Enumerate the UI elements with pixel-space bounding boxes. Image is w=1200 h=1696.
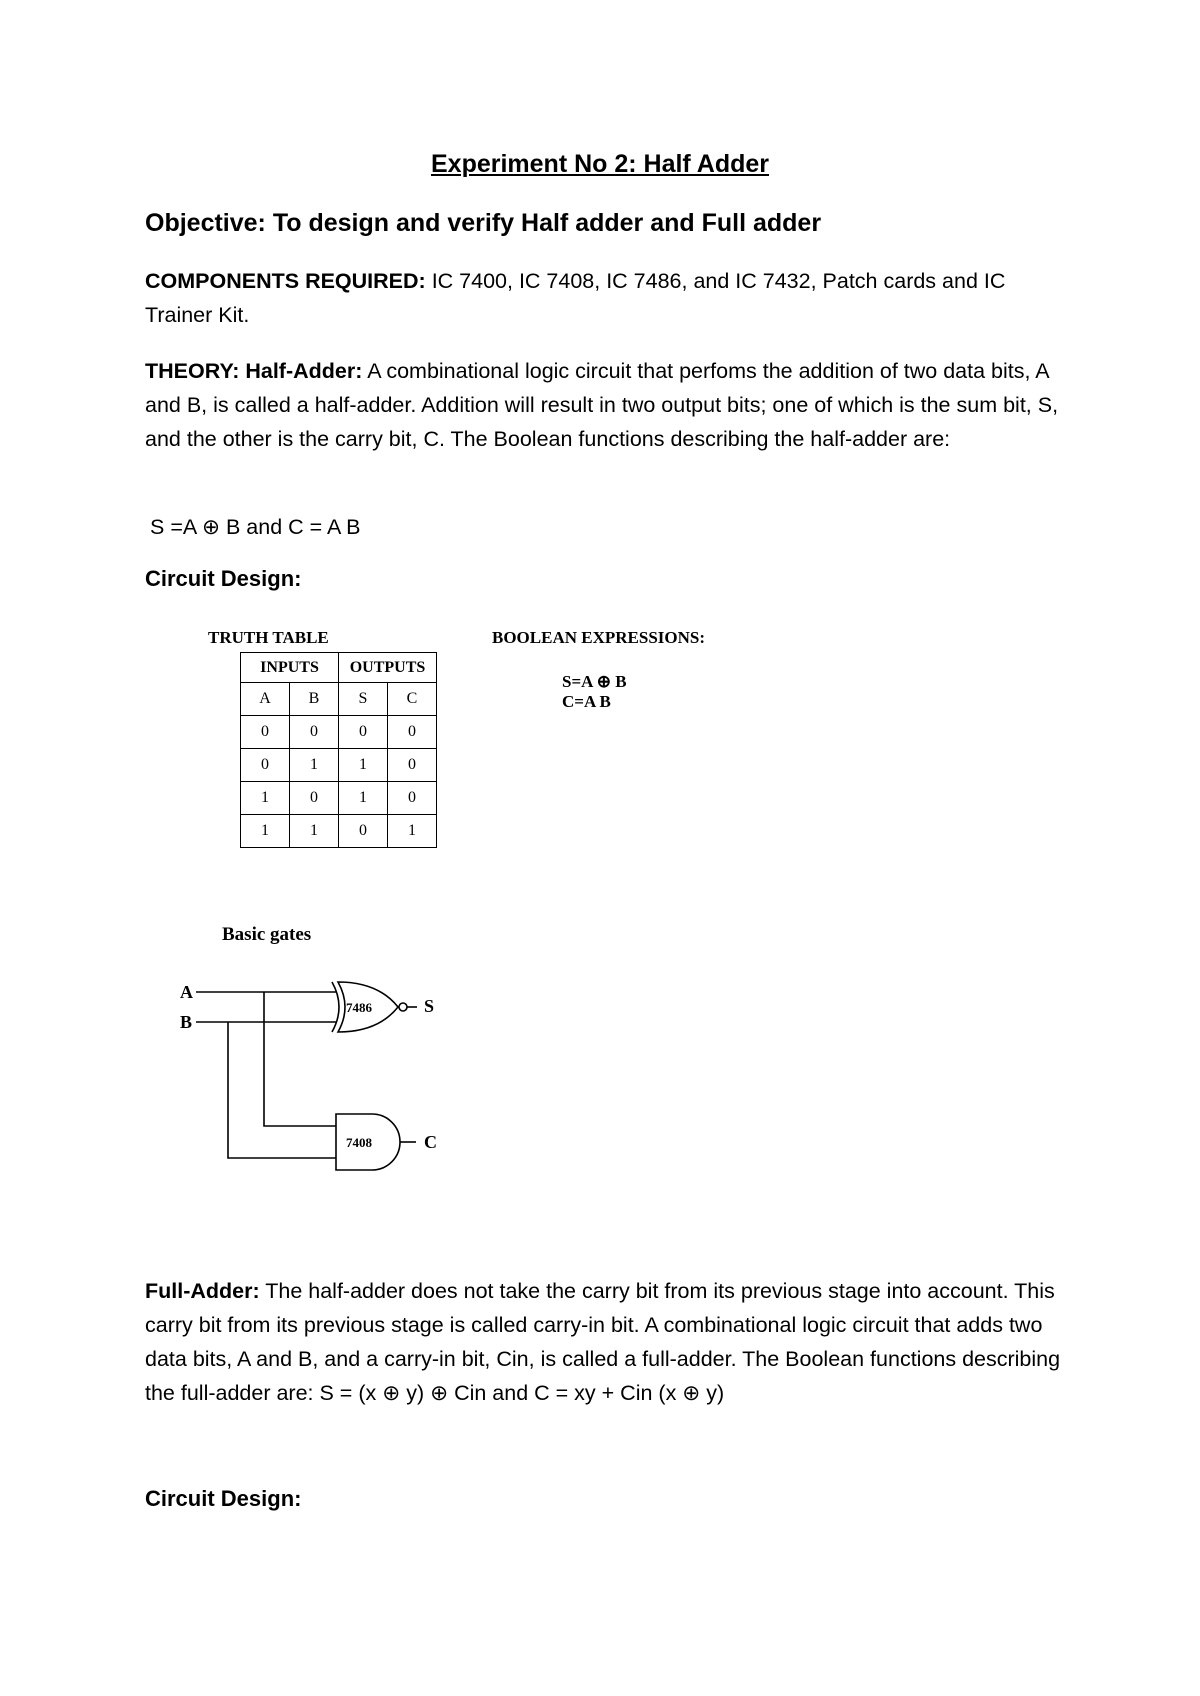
output-c-label: C [424,1132,437,1152]
table-row [241,749,437,782]
column-header-c: C [388,683,437,716]
table-cell: 0 [388,749,437,782]
page-title: Experiment No 2: Half Adder [430,150,770,178]
xor-output-bubble [399,1003,407,1011]
input-b-label: B [180,1012,193,1032]
components-text: IC 7400, IC 7408, IC 7486, and IC 7432, Patch cards and IC Trainer Kit. [145,269,1006,327]
column-header-s: S [339,683,388,716]
full-adder-label: Full-Adder: [145,1279,260,1303]
table-cell: 1 [290,749,339,782]
circuit-design-heading-2: Circuit Design: [145,1486,302,1511]
xor-chip-label: 7486 [346,1000,372,1015]
table-cell: 0 [339,716,388,749]
column-header-a: A [241,683,290,716]
branch-a-wire [264,992,336,1126]
objective: Objective: To design and verify Half adder and Full adder [145,209,822,237]
boolean-expression-sum: S=A ⊕ B [562,672,627,691]
full-adder-text: The half-adder does not take the carry bit from its previous stage into account. This carry bit from its previous stage is called carry-in bit. A combinational logic circuit that adds two data bits, A and B, and a carry-in bit, Cin, is called a full-adder. The Boolean functions describing the full-adder are: S = (x ⊕ y) ⊕ Cin and C = xy + Cin (x ⊕ y) [145,1279,1061,1405]
theory-paragraph [145,354,1075,456]
table-cell: 1 [241,815,290,848]
table-cell: 0 [339,815,388,848]
boolean-expression-carry: C=A B [562,692,611,711]
half-adder-circuit-diagram [160,960,460,1180]
input-a-label: A [180,982,193,1002]
table-cell: 1 [290,815,339,848]
branch-b-wire [228,1022,336,1158]
half-adder-equation: S =A ⊕ B and C = A B [150,515,361,539]
components-label: COMPONENTS REQUIRED: [145,269,426,293]
components-paragraph [145,264,1075,332]
table-cell: 0 [388,716,437,749]
boolean-expressions-title: BOOLEAN EXPRESSIONS: [492,628,706,647]
xor-back-curve [332,982,339,1032]
table-cell: 0 [290,716,339,749]
table-row [241,815,437,848]
output-s-label: S [424,996,435,1016]
circuit-design-heading-1: Circuit Design: [145,566,302,591]
table-cell: 1 [339,782,388,815]
table-cell: 0 [290,782,339,815]
truth-table [240,652,437,848]
outputs-header: OUTPUTS [339,653,437,683]
table-cell: 0 [241,716,290,749]
table-cell: 1 [241,782,290,815]
theory-label: THEORY: [145,359,240,383]
column-header-b: B [290,683,339,716]
basic-gates-title: Basic gates [222,924,312,945]
truth-table-title: TRUTH TABLE [208,628,329,647]
theory-text: A combinational logic circuit that perfoms the addition of two data bits, A and B, is called a half-adder. Addition will result in two output bits; one of which is the sum bit, S, and the other is the carry bit, C. The Boolean functions describing the half-adder are: [145,359,1059,451]
table-row [241,782,437,815]
table-cell: 1 [388,815,437,848]
table-cell: 0 [241,749,290,782]
table-row [241,716,437,749]
and-chip-label: 7408 [346,1135,372,1150]
inputs-header: INPUTS [241,653,339,683]
full-adder-paragraph [145,1274,1075,1410]
table-cell: 1 [339,749,388,782]
half-adder-label: Half-Adder: [245,359,363,383]
table-cell: 0 [388,782,437,815]
